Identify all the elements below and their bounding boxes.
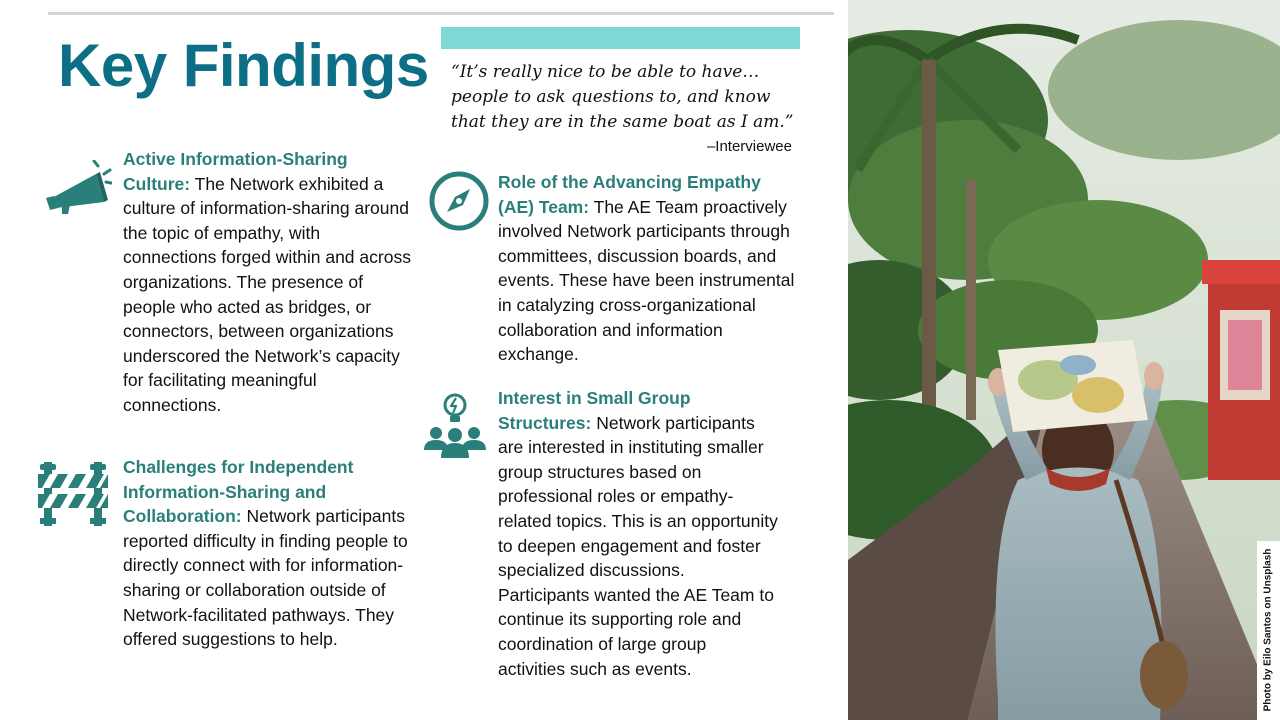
finding-information-sharing-culture — [123, 147, 418, 418]
finding-heading: Challenges for Independent Information-Sharing and Collaboration: — [123, 457, 354, 527]
finding-heading: Active Information-Sharing Culture: — [123, 149, 348, 194]
finding-ae-team-role — [498, 170, 798, 367]
finding-heading: Interest in Small Group Structures: — [498, 388, 691, 433]
finding-heading: Role of the Advancing Empathy (AE) Team: — [498, 172, 761, 217]
compass-icon — [428, 170, 490, 232]
quote-accent-bar — [441, 27, 800, 49]
finding-independent-sharing-challenges — [123, 455, 420, 652]
finding-body: Network participants reported difficulty in finding people to directly connect with for information-sharing or collaboration outside of Network-facilitated pathways. They offered suggestions to help. — [123, 506, 408, 650]
top-divider — [48, 12, 834, 15]
photo-credit: Photo by Eilo Santos on Unsplash — [1262, 548, 1274, 712]
hero-photo — [848, 0, 1280, 720]
megaphone-icon — [44, 160, 112, 214]
barricade-icon — [38, 462, 108, 526]
quote-text: “It’s really nice to be able to have…people to ask questions to, and know that they are in the same boat as I am.” — [451, 62, 794, 132]
finding-small-group-interest — [498, 386, 778, 681]
finding-body: The AE Team proactively involved Network participants through committees, discussion boards, and events. These have been instrumental in catalyzing cross-organizational collaboration and information exchange. — [498, 196, 795, 365]
group-idea-icon — [423, 392, 487, 458]
page-title: Key Findings — [58, 32, 429, 99]
finding-body: The Network exhibited a culture of information-sharing around the topic of empathy, with connections forged within and across organizations. The presence of people who acted as bridges, or connectors, between organizations underscored the Network’s capacity for facilitating meaningful connections. — [123, 173, 411, 415]
finding-body: Network participants are interested in instituting smaller group structures based on professional roles or empathy-related topics. This is an opportunity to deepen engagement and foster specialized discussions. Participants wanted the AE Team to continue its supporting role and coordination of large group activities such as events. — [498, 412, 778, 679]
quote-attribution: –Interviewee — [706, 138, 792, 155]
